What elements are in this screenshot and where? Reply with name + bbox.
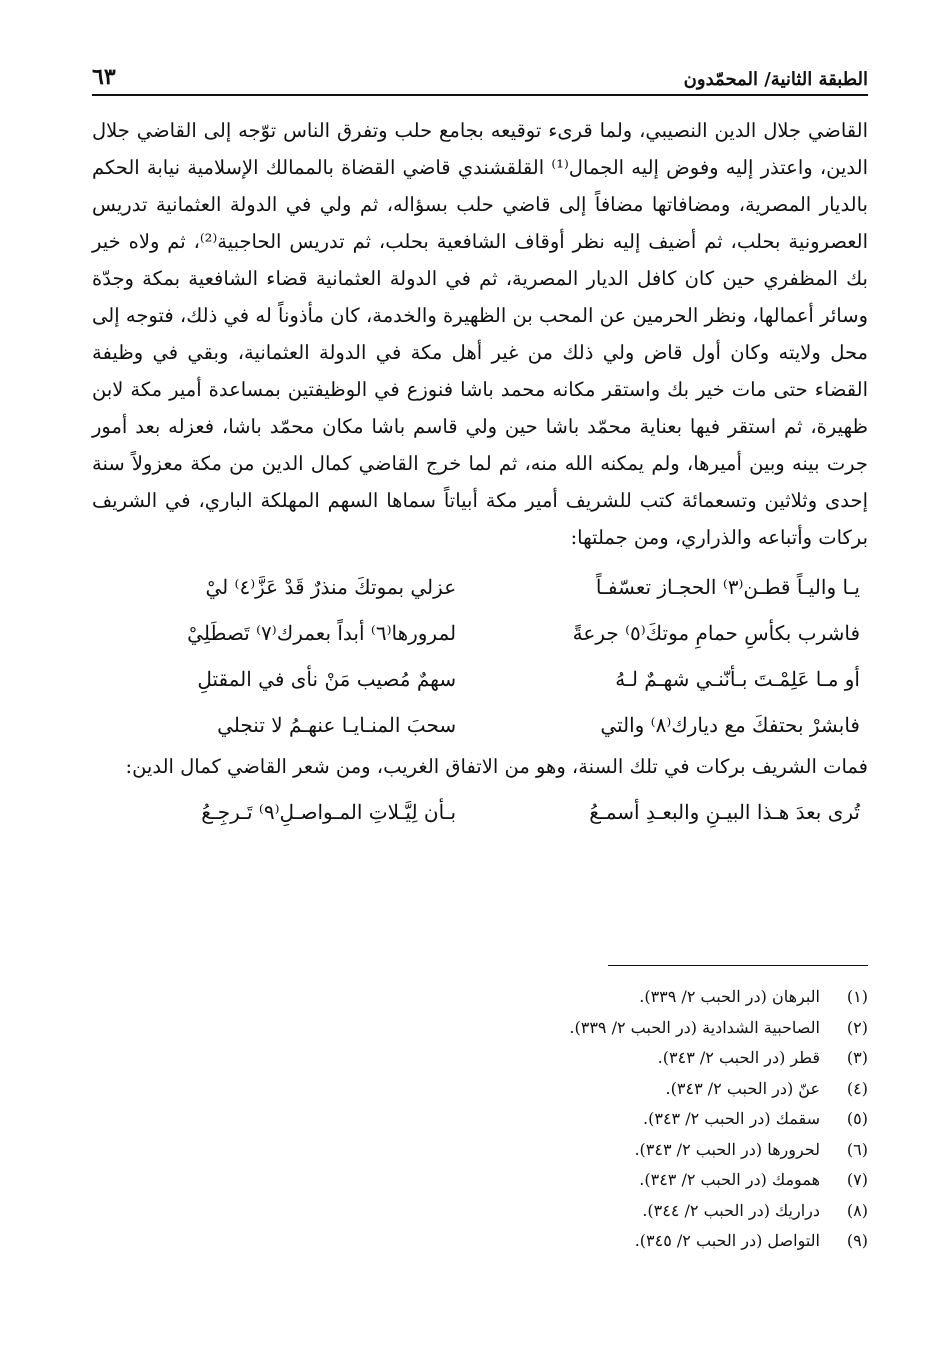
footnote-number: (٤) bbox=[846, 1078, 868, 1098]
footnote bbox=[300, 1135, 868, 1166]
footnote-number: (٢) bbox=[846, 1017, 868, 1037]
verse-line bbox=[92, 789, 868, 835]
verse-line bbox=[92, 702, 868, 748]
footnote-number: (٥) bbox=[846, 1109, 868, 1128]
verse-hemistich: سهمٌ مُصيب مَنْ نأى في المقتلِ bbox=[197, 666, 457, 691]
verse-hemistich: عزلي بموتكَ منذرٌ قَدْ عَزَّ⁽٤⁾ ليْ bbox=[205, 574, 457, 599]
footnotes bbox=[300, 982, 868, 1257]
verse-hemistich: تُرى بعدَ هـذا البيـنِ والبعـدِ أسمـعُ bbox=[589, 799, 860, 824]
footnote-text: التواصل (در الحبب ٢/ ٣٤٥). bbox=[634, 1231, 820, 1250]
footnote-text: دراريك (در الحبب ٢/ ٣٤٤). bbox=[642, 1200, 820, 1220]
footnote-text: سقمك (در الحبب ٢/ ٣٤٣). bbox=[643, 1109, 820, 1128]
footnote-number: (٧) bbox=[846, 1170, 868, 1189]
verse-hemistich: لمرورها⁽٦⁾ أبداً بعمرك⁽٧⁾ تَصطَلِيْ bbox=[187, 620, 457, 645]
footnote bbox=[300, 1165, 868, 1196]
footnote-number: (٨) bbox=[846, 1200, 868, 1220]
footnote-text: الصاحبية الشدادية (در الحبب ٢/ ٣٣٩). bbox=[569, 1017, 820, 1037]
verse-hemistich: بـأن لِيَّـلاتِ المـواصـلِ⁽٩⁾ تَـرجِـعُ bbox=[201, 799, 457, 824]
footnote-text: قطر (در الحبب ٢/ ٣٤٣). bbox=[657, 1048, 820, 1067]
footnote-number: (٣) bbox=[846, 1048, 868, 1067]
footnote-number: (٩) bbox=[846, 1231, 868, 1250]
verse-hemistich: فاشرب بكأسِ حمامِ موتكَ⁽٥⁾ جرعةً bbox=[572, 620, 860, 645]
footnote-number: (١) bbox=[846, 987, 868, 1006]
footnote bbox=[300, 982, 868, 1013]
main-text bbox=[92, 112, 868, 835]
verse-hemistich: يـا واليـاً قطـن⁽٣⁾ الحجـاز تعسّفـاً bbox=[595, 574, 860, 599]
paragraph: القاضي جلال الدين النصيبي، ولما قرىء توقيعه بجامع حلب وتفرق الناس توّجه إلى القاضي جلال الدين، واعتذر إليه وفوض إليه الجمال⁽¹⁾ القلقشندي قاضي القضاة بالممالك الإسلامية نيابة الحكم بالديار المصرية، ومضافاتها مضافاً إلى قاضي حلب بسؤاله، ثم ولي في الدولة العثمانية تدريس العصرونية بحلب، ثم أضيف إليه نظر أوقاف الشافعية بحلب، ثم تدريس الحاجبية⁽²⁾، ثم ولاه خير بك المظفري حين كان كافل الديار المصرية، ثم في الدولة العثمانية قضاء الشافعية بمكة وجدّة وسائر أعمالها، ونظر الحرمين عن المحب بن الظهيرة والخدمة، كان مأذوناً له في ذلك، فتوجه إلى محل ولايته وكان أول قاض ولي ذلك من غير أهل مكة في الدولة العثمانية، وبقي في وظيفة القضاء حتى مات خير بك واستقر مكانه محمد باشا فنوزع في الوظيفتين بمساعدة أمير مكة لابن ظهيرة، ثم استقر فيها بعناية محمّد باشا حين ولي قاسم باشا مكان محمّد باشا، فعزله بعد أمور جرت بينه وبين أميرها، ولم يمكنه الله منه، ثم لما خرج القاضي كمال الدين من مكة معزولاً سنة إحدى وثلاثين وتسعمائة كتب للشريف أمير مكة أبياتاً سماها السهم المهلكة الباري، في الشريف بركات وأتباعه والذراري، ومن جملتها: bbox=[92, 119, 869, 549]
verse-hemistich: أو مـا عَلِمْـتَ بـأنّنـي شهـمٌ لـهُ bbox=[615, 666, 860, 691]
footnote bbox=[300, 1104, 868, 1135]
footnote bbox=[300, 1226, 868, 1257]
paragraph: فمات الشريف بركات في تلك السنة، وهو من الاتفاق الغريب، ومن شعر القاضي كمال الدين: bbox=[125, 755, 868, 778]
verse-line bbox=[92, 564, 868, 610]
footnote-text: همومك (در الحبب ٢/ ٣٤٣). bbox=[639, 1170, 820, 1189]
footnote bbox=[300, 1196, 868, 1227]
verse-line bbox=[92, 656, 868, 702]
footnote-text: البرهان (در الحبب ٢/ ٣٣٩). bbox=[639, 987, 820, 1006]
footnote-text: عنّ (در الحبب ٢/ ٣٤٣). bbox=[665, 1078, 820, 1098]
verse-hemistich: سحبَ المنـايـا عنهـمُ لا تنجلي bbox=[217, 712, 457, 737]
verse-hemistich: فابشرْ بحتفكَ مع ديارك⁽٨⁾ والتي bbox=[600, 712, 860, 737]
footnote-separator bbox=[608, 965, 868, 966]
page-number: ٦٣ bbox=[92, 64, 116, 90]
footnote bbox=[300, 1074, 868, 1105]
running-title: الطبقة الثانية/ المحمّدون bbox=[683, 69, 868, 90]
footnote-number: (٦) bbox=[846, 1139, 868, 1159]
verse-line bbox=[92, 610, 868, 656]
footnote-text: لحرورها (در الحبب ٢/ ٣٤٣). bbox=[634, 1139, 820, 1159]
footnote bbox=[300, 1013, 868, 1044]
page-header bbox=[92, 56, 868, 96]
footnote bbox=[300, 1043, 868, 1074]
